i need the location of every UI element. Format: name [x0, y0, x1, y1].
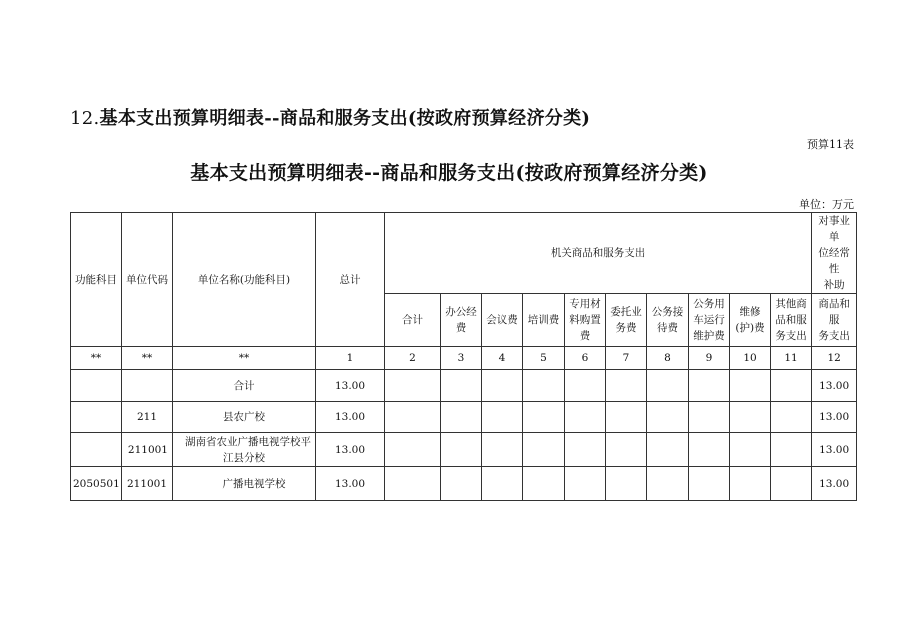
total-cell: 13.00 — [316, 370, 385, 402]
code-cell: 211 — [122, 402, 173, 433]
header-subsidy-line2: 位经常性 — [818, 247, 850, 275]
subheader-line: (护)费 — [735, 322, 765, 334]
index-cell: ** — [173, 347, 316, 370]
budget-table — [70, 212, 857, 501]
header-org-goods: 机关商品和服务支出 — [385, 213, 812, 294]
subheader-line: 公务用 — [693, 298, 725, 310]
subheader-line: 培训费 — [527, 314, 560, 326]
subheader-cell — [482, 294, 523, 347]
index-cell: 5 — [523, 347, 565, 370]
total-cell: 13.00 — [316, 467, 385, 501]
total-cell: 13.00 — [316, 433, 385, 467]
name-cell — [173, 433, 316, 467]
index-cell: 6 — [565, 347, 606, 370]
index-cell: 4 — [482, 347, 523, 370]
header-subsidy-line3: 补助 — [823, 279, 845, 291]
table-title: 基本支出预算明细表--商品和服务支出(按政府预算经济分类) — [190, 162, 708, 184]
subheader-cell — [523, 294, 565, 347]
subsidy-cell: 13.00 — [812, 467, 857, 501]
table-row — [71, 433, 857, 467]
subheader-line: 专用材 — [569, 298, 601, 310]
subheader-cell — [647, 294, 689, 347]
subheader-line: 会议费 — [486, 314, 518, 326]
table-row — [71, 467, 857, 501]
header-subsidy — [812, 213, 857, 294]
subheader-line: 维护费 — [693, 330, 725, 342]
header-func-subject: 功能科目 — [71, 213, 122, 347]
subheader-line: 车运行 — [693, 314, 725, 326]
func-cell — [71, 402, 122, 433]
index-cell: 11 — [771, 347, 812, 370]
index-cell: ** — [122, 347, 173, 370]
subheader-line: 维修 — [739, 306, 761, 318]
subheader-line: 办公经 — [445, 306, 477, 318]
index-cell: 1 — [316, 347, 385, 370]
document-title — [70, 104, 590, 130]
subheader-line: 合计 — [402, 314, 423, 326]
subheader-cell — [441, 294, 482, 347]
subsidy-cell: 13.00 — [812, 402, 857, 433]
document-title-text: 基本支出预算明细表--商品和服务支出(按政府预算经济分类) — [99, 108, 591, 129]
subheader-line: 品和服 — [775, 314, 807, 326]
subheader-line: 委托业 — [610, 306, 642, 318]
subheader-cell — [606, 294, 647, 347]
index-cell: 2 — [385, 347, 441, 370]
header-row-1 — [71, 213, 857, 294]
table-number: 预算11表 — [807, 138, 854, 151]
code-cell: 211001 — [122, 433, 173, 467]
subheader-line: 其他商 — [775, 298, 807, 310]
subheader-cell — [730, 294, 771, 347]
index-cell: 10 — [730, 347, 771, 370]
func-cell — [71, 433, 122, 467]
subheader-line: 费 — [579, 330, 591, 342]
table-row — [71, 402, 857, 433]
index-cell: 7 — [606, 347, 647, 370]
index-cell: ** — [71, 347, 122, 370]
subheader-line: 待费 — [657, 322, 678, 334]
subheader-cell — [771, 294, 812, 347]
subheader-line: 料购置 — [569, 314, 601, 326]
unit-label: 单位：万元 — [799, 198, 854, 211]
subsidy-cell: 13.00 — [812, 370, 857, 402]
subheader-line: 务费 — [615, 322, 637, 334]
name-cell: 广播电视学校 — [173, 467, 316, 501]
subheader-line: 务支出 — [775, 330, 807, 342]
func-cell: 2050501 — [71, 467, 122, 501]
subsidy-cell: 13.00 — [812, 433, 857, 467]
index-cell: 12 — [812, 347, 857, 370]
subheader-line: 商品和服 — [818, 298, 850, 326]
header-subsidy-line1: 对事业单 — [818, 215, 850, 243]
subheader-line: 费 — [455, 322, 467, 334]
subheader-cell — [812, 294, 857, 347]
func-cell — [71, 370, 122, 402]
header-unit-code: 单位代码 — [122, 213, 173, 347]
name-cell: 合计 — [173, 370, 316, 402]
subheader-line: 公务接 — [651, 306, 684, 318]
header-total: 总计 — [316, 213, 385, 347]
name-line-1: 湖南省农业广播电视学校平 — [185, 435, 311, 448]
total-cell: 13.00 — [316, 402, 385, 433]
index-cell: 9 — [689, 347, 730, 370]
subheader-cell — [385, 294, 441, 347]
subheader-cell — [689, 294, 730, 347]
subheader-cell — [565, 294, 606, 347]
code-cell — [122, 370, 173, 402]
document-title-number: 12. — [70, 108, 100, 129]
index-row — [71, 347, 857, 370]
index-cell: 3 — [441, 347, 482, 370]
index-cell: 8 — [647, 347, 689, 370]
subheader-line: 务支出 — [818, 330, 850, 342]
code-cell: 211001 — [122, 467, 173, 501]
name-cell: 县农广校 — [173, 402, 316, 433]
header-unit-name: 单位名称(功能科目) — [173, 213, 316, 347]
name-line-2: 江县分校 — [223, 451, 265, 464]
table-row — [71, 370, 857, 402]
